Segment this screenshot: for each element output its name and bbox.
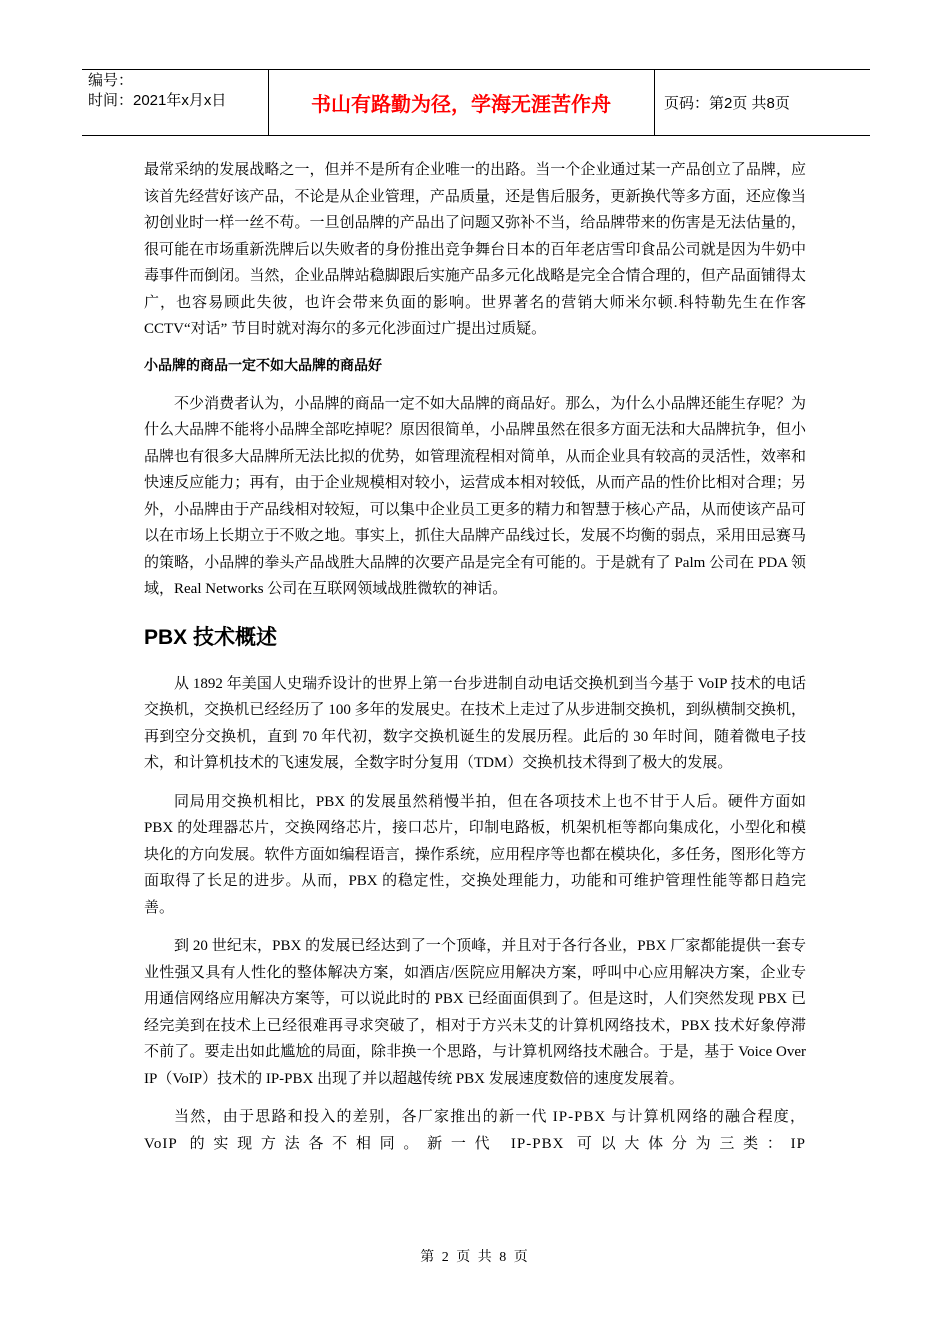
header-page-info: 页码：第2页 共8页 bbox=[664, 94, 790, 112]
page-footer: 第 2 页 共 8 页 bbox=[420, 1250, 530, 1265]
header-motto: 书山有路勤为径，学海无涯苦作舟 bbox=[311, 91, 611, 116]
section-heading-small-brand: 小品牌的商品一定不如大品牌的商品好 bbox=[144, 357, 382, 374]
paragraph-6: 当然，由于思路和投入的差别，各厂家推出的新一代 IP-PBX 与计算机网络的融合程度，VoIP 的实现方法各不相同。新一代 IP-PBX 可以大体分为三类：IP bbox=[144, 1109, 806, 1152]
header-date: 时间：2021年x月x日 bbox=[88, 92, 227, 109]
document-body bbox=[144, 157, 806, 1157]
header-meta bbox=[88, 71, 226, 111]
paragraph-3: 从 1892 年美国人史瑞乔设计的世界上第一台步进制自动电话交换机到当今基于 VoIP 技术的电话交换机，交换机已经经历了 100 多年的发展史。在技术上走过了从步进制交换机，到纵横制交换机，再到空分交换机，直到 70 年代初，数字交换机诞生的发展历程。此后的 30 年时间，随着微电子技术，和计算机技术的飞速发展，全数字时分复用（TDM）交换机技术得到了极大的发展。 bbox=[144, 675, 806, 771]
header-bottom-rule bbox=[82, 135, 870, 136]
paragraph-2: 不少消费者认为，小品牌的商品一定不如大品牌的商品好。那么，为什么小品牌还能生存呢？为什么大品牌不能将小品牌全部吃掉呢？原因很简单，小品牌虽然在很多方面无法和大品牌抗争，但小品牌也有很多大品牌所无法比拟的优势，如管理流程相对简单，从而企业具有较高的灵活性，效率和快速反应能力；再有，由于企业规模相对较小，运营成本相对较低，从而产品的性价比相对合理；另外，小品牌由于产品线相对较短，可以集中企业员工更多的精力和智慧于核心产品，从而使该产品可以在市场上长期立于不败之地。事实上，抓住大品牌产品线过长，发展不均衡的弱点，采用田忌赛马的策略，小品牌的拳头产品战胜大品牌的次要产品是完全有可能的。于是就有了 Palm 公司在 PDA 领域，Real Networks 公司在互联网领域战胜微软的神话。 bbox=[144, 395, 806, 597]
header-divider-2 bbox=[654, 69, 655, 135]
paragraph-5: 到 20 世纪末，PBX 的发展已经达到了一个顶峰，并且对于各行各业，PBX 厂家都能提供一套专业性强又具有人性化的整体解决方案，如酒店/医院应用解决方案，呼叫中心应用解决方案，企业专用通信网络应用解决方案等，可以说此时的 PBX 已经面面俱到了。但是这时，人们突然发现 PBX 已经完美到在技术上已经很难再寻求突破了，相对于方兴未艾的计算机网络技术，PBX 技术好象停滞不前了。要走出如此尴尬的局面，除非换一个思路，与计算机网络技术融合。于是，基于 Voice Over IP（VoIP）技术的 IP-PBX 出现了并以超越传统 PBX 发展速度数倍的速度发展着。 bbox=[144, 938, 806, 1087]
paragraph-1: 最常采纳的发展战略之一，但并不是所有企业唯一的出路。当一个企业通过某一产品创立了品牌，应该首先经营好该产品，不论是从企业管理，产品质量，还是售后服务，更新换代等多方面，还应像当初创业时一样一丝不苟。一旦创品牌的产品出了问题又弥补不当，给品牌带来的伤害是无法估量的，很可能在市场重新洗牌后以失败者的身份推出竞争舞台日本的百年老店雪印食品公司就是因为牛奶中毒事件而倒闭。当然，企业品牌站稳脚跟后实施产品多元化战略是完全合情合理的，但产品面铺得太广，也容易顾此失彼，也许会带来负面的影响。世界著名的营销大师米尔顿.科特勒先生在作客CCTV“对话” 节目时就对海尔的多元化涉面过广提出过质疑。 bbox=[144, 162, 806, 337]
paragraph-4: 同局用交换机相比，PBX 的发展虽然稍慢半拍，但在各项技术上也不甘于人后。硬件方面如 PBX 的处理器芯片，交换网络芯片，接口芯片，印制电路板，机架机柜等都向集成化，小型化和模块化的方向发展。软件方面如编程语言，操作系统，应用程序等也都在模块化，多任务，图形化等方面取得了长足的进步。从而，PBX 的稳定性，交换处理能力，功能和可维护管理性能等都日趋完善。 bbox=[144, 793, 806, 916]
section-heading-pbx: PBX 技术概述 bbox=[144, 625, 278, 649]
header-number-label: 编号： bbox=[88, 72, 134, 89]
